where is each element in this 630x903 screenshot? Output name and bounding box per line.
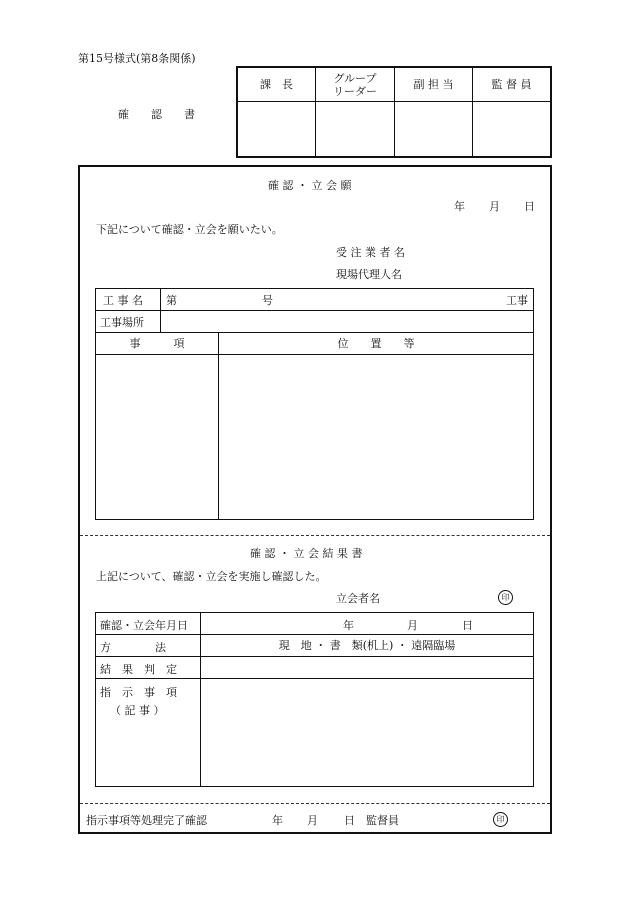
document-title: 確 認 書 (118, 108, 195, 121)
approval-col-group-leader-line2: リーダー (333, 84, 377, 98)
project-number-input[interactable] (180, 290, 258, 308)
completion-label: 指示事項等処理完了確認 (86, 814, 207, 827)
project-name-suffix: 工事 (506, 294, 528, 307)
method-options[interactable]: 現 地 ・ 書 類(机上) ・ 遠隔臨場 (278, 639, 456, 652)
instruction-input-area[interactable] (201, 679, 533, 786)
judgment-input[interactable] (201, 657, 533, 678)
confirm-date-month: 月 (407, 619, 418, 632)
request-date-month: 月 (489, 200, 500, 213)
section-divider-1 (80, 535, 550, 536)
completion-day: 日 (344, 814, 355, 827)
approval-col-group-leader-line1: グループ (333, 71, 377, 85)
site-agent-label: 現場代理人名 (336, 268, 402, 281)
method-label: 方 法 (100, 641, 166, 654)
approval-stamp-box-3[interactable] (395, 102, 472, 156)
attendee-seal-mark: 印 (498, 590, 513, 605)
request-statement: 下記について確認・立会を願いたい。 (96, 223, 283, 236)
confirm-date-day: 日 (462, 619, 473, 632)
approval-col-section-chief: 課 長 (260, 78, 293, 91)
instruction-sub-label: （ 記 事 ） (110, 704, 165, 717)
confirm-date-year: 年 (343, 619, 354, 632)
project-site-label: 工事場所 (100, 316, 144, 329)
approval-stamp-box-4[interactable] (473, 102, 550, 156)
result-statement: 上記について、確認・立会を実施し確認した。 (96, 570, 327, 583)
completion-year: 年 (272, 814, 283, 827)
approval-col-inspector: 監 督 員 (491, 78, 532, 91)
section-divider-2 (80, 803, 550, 804)
project-number-prefix: 第 (166, 294, 177, 307)
result-title: 確 認 ・ 立 会 結 果 書 (250, 547, 363, 560)
completion-inspector-label: 監督員 (366, 814, 399, 827)
project-number-suffix: 号 (262, 294, 273, 307)
approval-stamp-box-2[interactable] (316, 102, 394, 156)
column-header-position: 位 置 等 (337, 337, 415, 350)
request-date-year: 年 (454, 200, 465, 213)
column-header-item: 事 項 (129, 337, 185, 350)
approval-col-sub-charge: 副 担 当 (413, 78, 454, 91)
project-site-input[interactable] (162, 312, 532, 330)
position-input-area[interactable] (219, 355, 533, 519)
approval-stamp-box-1[interactable] (238, 102, 315, 156)
item-input-area[interactable] (96, 355, 218, 519)
attendee-label: 立会者名 (336, 592, 380, 605)
approval-col-group-leader (316, 68, 394, 101)
project-name-label: 工 事 名 (103, 294, 143, 307)
confirm-date-label: 確認・立会年月日 (100, 619, 188, 632)
contractor-label: 受 注 業 者 名 (336, 246, 405, 259)
request-title: 確 認 ・ 立 会 願 (268, 179, 352, 192)
completion-seal-mark: 印 (493, 812, 508, 827)
instruction-label: 指 示 事 項 (100, 686, 177, 699)
request-date-day: 日 (524, 200, 535, 213)
project-name-input[interactable] (276, 290, 502, 308)
form-number: 第15号様式(第8条関係) (78, 52, 196, 65)
completion-month: 月 (307, 814, 318, 827)
judgment-label: 結 果 判 定 (100, 663, 177, 676)
